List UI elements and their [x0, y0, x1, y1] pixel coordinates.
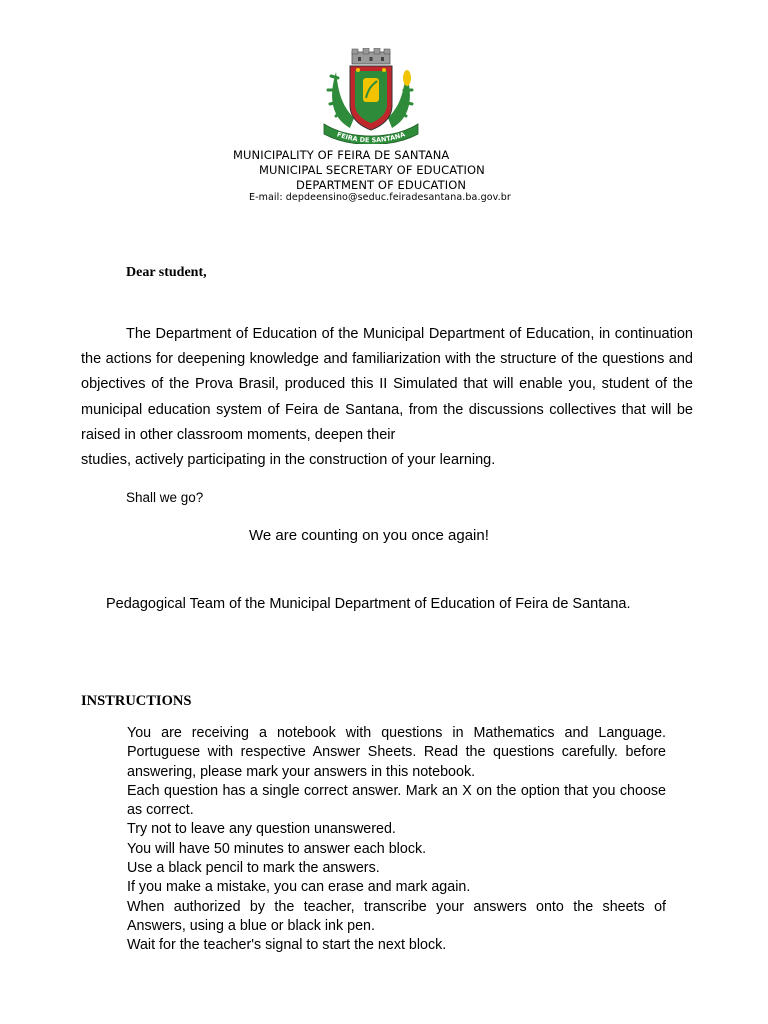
crown-icon: [352, 48, 390, 64]
instruction-item: [105, 936, 666, 955]
encouragement-line: We are counting on you once again!: [249, 527, 489, 544]
instruction-item: [105, 840, 666, 859]
shall-we-go: Shall we go?: [126, 490, 204, 505]
instructions-list: [105, 724, 666, 956]
instruction-text: Wait for the teacher's signal to start the next block.: [127, 937, 447, 954]
instruction-text: Try not to leave any question unanswered.: [127, 821, 396, 838]
instruction-text: Each question has a single correct answer. Mark an X on the option that you choose as correct.: [127, 782, 666, 819]
instruction-text: If you make a mistake, you can erase and mark again.: [127, 879, 471, 896]
instruction-text: You will have 50 minutes to answer each block.: [127, 840, 427, 857]
signature-line: Pedagogical Team of the Municipal Department of Education of Feira de Santana.: [106, 596, 631, 612]
instructions-heading: INSTRUCTIONS: [81, 693, 192, 709]
instruction-item: [105, 820, 666, 839]
instruction-text: You are receiving a notebook with questions in Mathematics and Language. Portuguese with respective Answer Sheets. Read the questions carefully. before answering, please mark your answers in this notebook.: [127, 725, 666, 780]
instruction-text: When authorized by the teacher, transcribe your answers onto the sheets of Answers, using a blue or black ink pen.: [127, 898, 666, 934]
shield-icon: [350, 66, 392, 130]
email-address: E-mail: depdeensino@seduc.feiradesantana.ba.gov.br: [249, 192, 511, 203]
instruction-item: [105, 898, 666, 937]
secretary-name: MUNICIPAL SECRETARY OF EDUCATION: [259, 163, 485, 177]
municipal-crest-logo: [314, 48, 428, 144]
municipality-name: MUNICIPALITY OF FEIRA DE SANTANA: [233, 148, 450, 162]
instruction-text: Use a black pencil to mark the answers.: [127, 860, 380, 877]
letter-paragraph: The Department of Education of the Municipal Department of Education, in continuation the actions for deepening knowledge and familiarization with the structure of the questions and objectives of the Prova Brasil, produced this II Simulated that will enable you, student of the municipal education system of Feira de Santana, from the discussions collectives that will be raised in other classroom moments, deepen their: [81, 326, 693, 443]
instruction-item: [105, 724, 666, 782]
instruction-item: [105, 859, 666, 878]
letter-paragraph-end: studies, actively participating in the construction of your learning.: [81, 452, 496, 468]
crest-banner-text: FEIRA DE SANTANA: [335, 130, 407, 144]
department-name: DEPARTMENT OF EDUCATION: [296, 178, 467, 192]
instruction-item: [105, 878, 666, 897]
instruction-item: [105, 782, 666, 821]
greeting: Dear student,: [126, 265, 207, 280]
